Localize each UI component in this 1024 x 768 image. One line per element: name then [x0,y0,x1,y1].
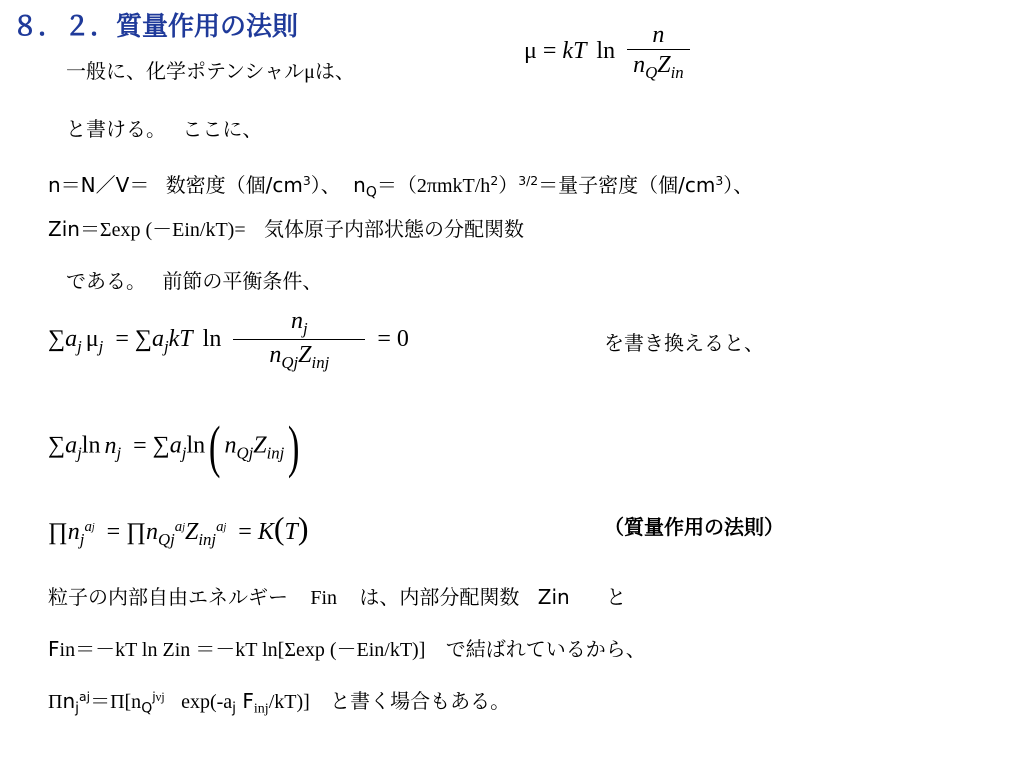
intro-suffix: は、 [314,59,355,83]
eq1-j2: j [98,336,104,356]
eq1-a2: a [151,325,164,352]
eq2-lparen: ( [208,414,221,479]
fin-text3: と [606,585,627,609]
nq-exp: 3/2 [518,173,539,188]
eq1-eq: = [115,325,129,352]
def-n-left: n＝N／V＝ [48,172,150,197]
eq1-den-z: Z [298,341,312,368]
nq-sup3: 3 [715,173,724,188]
formula-kT: kT [562,37,587,64]
free-energy-line-2 [48,636,646,663]
eq2-a2: a [169,432,182,459]
eq2-j: j [77,443,82,463]
final-n: n [62,688,76,713]
eq3-aj: j [91,522,95,533]
eq2-j3: j [181,443,187,463]
eq3-in-j: j [211,529,217,549]
den-q: Q [645,62,658,82]
eq2-ln2: ln [186,432,206,459]
eq3-aj2: j [182,522,185,533]
zin-formula: ＝Σexp (－Ein/kT)= [79,219,246,241]
eq1-den-q: Q [281,352,294,372]
def-n-close: ）、 [310,172,341,197]
eq3-T: T [284,519,298,545]
nq-sup: 2 [490,173,499,188]
eq3-prod: ∏ [48,519,68,545]
final-q: Q [141,700,153,717]
eq3-in: in [198,529,212,549]
eq1-rhs: = 0 [377,325,409,352]
formula-numerator: n [652,22,665,48]
final-prod: Π [48,690,63,713]
eq1-j3: j [163,336,169,356]
formula-eq: = [542,37,557,64]
eq3-lparen: ( [273,510,285,546]
eq1-sum: ∑ [48,325,66,352]
def-n-text: 数密度（個/cm [165,172,303,197]
equation-log-form [48,414,304,479]
eq1-mu: μ [85,325,99,352]
fin-zin: Zin [537,585,570,609]
equation-mass-action [48,510,309,550]
fin-symbol: Fin [310,587,338,609]
free-energy-line-1 [48,584,626,611]
eq3-z: Z [184,519,199,545]
eq3-aj3: j [223,522,227,533]
note-mass-action-law: （質量作用の法則） [604,515,784,539]
fin2-eq: ＝－kT ln Zin ＝－kT ln[Σexp (－Ein/kT)] [75,639,426,661]
eq3-prod2: ∏ [126,519,146,545]
definition-density [48,168,753,206]
intro-text: 一般に、化学ポテンシャル [66,59,305,83]
eq3-a3: a [216,518,224,535]
eq1-num-n: n [290,308,303,334]
mu-symbol: μ [304,61,315,83]
eq1-den-in: in [311,352,325,372]
fin2-F: F [48,637,60,661]
definition-partition-function [48,216,524,243]
eq2-a: a [65,432,78,459]
fin-text1: 粒子の内部自由エネルギー [48,585,288,609]
eq2-inner-q: Q [236,443,249,463]
eq3-n: n [67,519,80,545]
nq-q: Q [365,184,377,201]
eq1-den [233,339,365,373]
eq1-fraction [233,308,365,373]
zin-left: Zin [48,217,80,241]
final-eq: ＝Π[n [90,690,142,713]
formula-ln: ln [596,37,616,64]
eq1-j: j [77,336,82,356]
page-title: ８．２．質量作用の法則 [12,12,299,42]
eq1-a: a [65,325,78,352]
zin-desc: 気体原子内部状態の分配関数 [263,217,524,241]
final-exp: exp(-a [181,690,233,713]
fin2-in: in [59,639,76,661]
nq-body: 2πmkT/h [416,174,491,197]
equation-equilibrium [48,308,409,373]
note-rewrite: を書き換えると、 [604,331,764,355]
eq1-kT: kT [168,325,193,352]
eq1-num-j: j [302,318,308,338]
formula-mu-lhs: μ [524,37,537,64]
def-n-sup: 3 [302,173,311,188]
eq1-num [233,308,365,339]
eq3-K: K [257,519,274,545]
final-F: F [242,688,254,713]
eq2-inner-j: j [248,443,254,463]
eq3-nq-j: j [170,529,175,549]
nq-n: n [353,172,366,197]
fin2-text: で結ばれているから、 [445,637,646,661]
eq1-den-n: n [269,341,282,368]
den-n: n [633,52,646,78]
line-equilibrium-intro: である。 前節の平衡条件、 [66,269,323,293]
formula-denominator [627,49,690,83]
final-close: /kT)] [268,690,310,713]
nq-def: ＝量子密度（個/cm [538,172,716,197]
fin-text2: は、内部分配関数 [359,585,520,609]
eq2-inner-z: Z [253,432,267,459]
intro-line-1 [66,58,355,85]
eq2-sum2: ∑ [152,432,170,459]
formula-fraction [627,22,690,83]
den-in: in [670,62,684,82]
eq2-sum: ∑ [48,432,66,459]
eq3-j: j [79,529,85,549]
eq3-a: a [84,518,92,535]
eq3-a2: a [174,518,183,535]
final-j: j [75,700,80,717]
eq3-nq-n: n [145,519,158,545]
eq2-ln: ln [81,432,101,459]
eq2-inner-j2: j [279,443,285,463]
eq3-eq: = [106,519,121,545]
eq2-inner-in: in [266,443,280,463]
final-inj: inj [253,701,269,717]
eq2-rparen: ) [288,414,300,479]
eq2-n: n [104,432,117,459]
final-aj: aj [79,689,91,704]
eq3-nq-q: Q [157,529,171,549]
eq2-j2: j [116,443,122,463]
final-j2: j [152,689,156,704]
eq2-eq: = [133,432,147,459]
eq1-sum2: ∑ [134,325,152,352]
intro-line-2: と書ける。 ここに、 [66,117,263,141]
nq-eq: ＝（ [376,172,417,197]
eq1-den-j: j [293,352,299,372]
eq1-den-j2: j [324,352,330,372]
final-text: と書く場合もある。 [330,688,511,713]
final-jsub: j [232,700,237,717]
eq3-rhs-eq: = [238,519,252,545]
final-line [48,684,510,723]
final-vj: νj [155,690,165,704]
den-z: Z [657,52,671,78]
eq2-inner-n: n [224,432,237,459]
eq1-ln: ln [202,325,222,352]
formula-chemical-potential [524,22,690,83]
nq-end: ）、 [723,172,754,197]
nq-close: ） [498,172,519,197]
eq3-rparen: ) [297,510,309,546]
